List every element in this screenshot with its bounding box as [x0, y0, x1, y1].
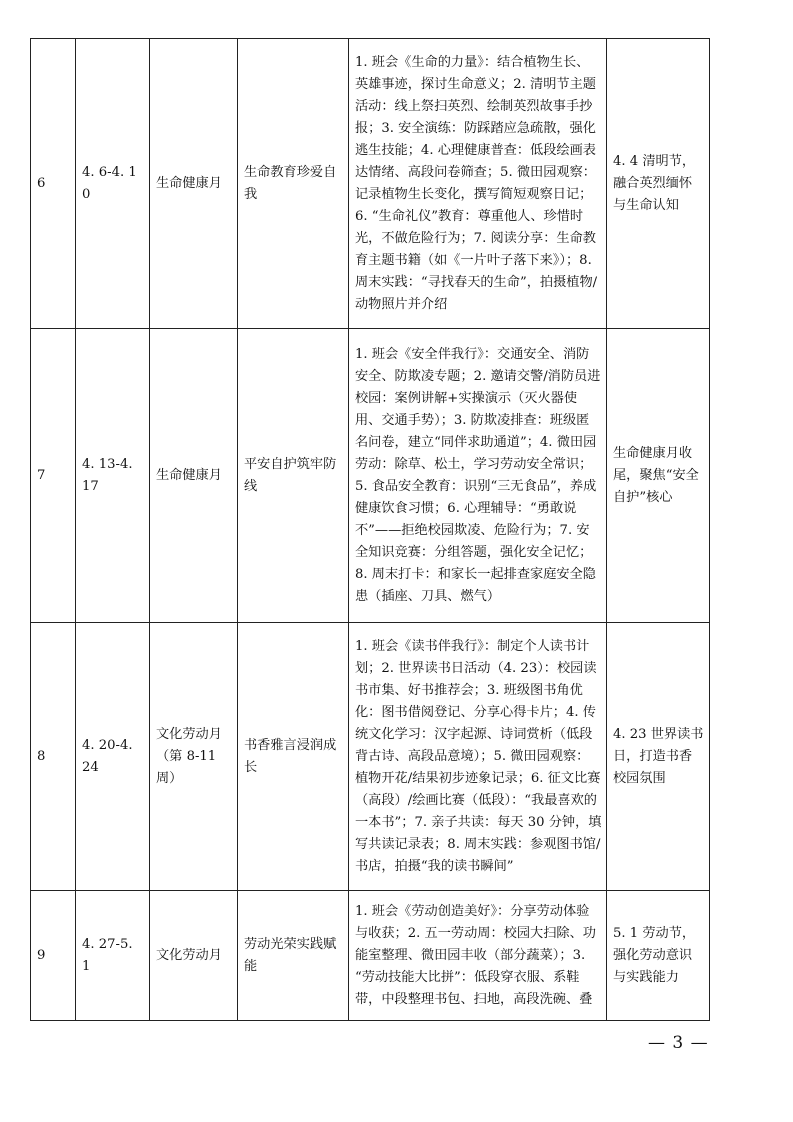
date-range-cell: 4. 6-4. 10	[76, 39, 150, 329]
weekly-theme-cell: 平安自护筑牢防线	[238, 329, 349, 623]
activity-content-cell: 1. 班会《劳动创造美好》：分享劳动体验与收获；2. 五一劳动周：校园大扫除、功能室整理、微田园丰收（部分蔬菜）；3. “劳动技能大比拼”：低段穿衣服、系鞋带，中段整理书包、扫地，高段洗碗、叠	[349, 891, 607, 1021]
date-range-cell: 4. 20-4. 24	[76, 623, 150, 891]
week-number-cell: 7	[31, 329, 76, 623]
activity-content-cell: 1. 班会《安全伴我行》：交通安全、消防安全、防欺凌专题；2. 邀请交警/消防员进校园：案例讲解+实操演示（灭火器使用、交通手势）；3. 防欺凌排查：班级匿名问卷，建立“同伴求助通道”；4. 微田园劳动：除草、松土，学习劳动安全常识；5. 食品安全教育：识别“三无食品”，养成健康饮食习惯；6. 心理辅导：“勇敢说不”——拒绝校园欺凌、危险行为；7. 安全知识竞赛：分组答题，强化安全记忆；8. 周末打卡：和家长一起排查家庭安全隐患（插座、刀具、燃气）	[349, 329, 607, 623]
weekly-theme-cell: 生命教育珍爱自我	[238, 39, 349, 329]
activity-content-cell: 1. 班会《读书伴我行》：制定个人读书计划；2. 世界读书日活动（4. 23）：校园读书市集、好书推荐会；3. 班级图书角优化：图书借阅登记、分享心得卡片；4. 传统文化学习：汉字起源、诗词赏析（低段背古诗、高段品意境）；5. 微田园观察：植物开花/结果初步迹象记录；6. 征文比赛（高段）/绘画比赛（低段）：“我最喜欢的一本书”；7. 亲子共读：每天 30 分钟，填写共读记录表；8. 周末实践：参观图书馆/书店，拍摄“我的读书瞬间”	[349, 623, 607, 891]
weekly-theme-cell: 劳动光荣实践赋能	[238, 891, 349, 1021]
theme-month-cell: 生命健康月	[150, 39, 238, 329]
page-number: — 3 —	[648, 1033, 709, 1053]
remark-cell: 生命健康月收尾，聚焦“安全自护”核心	[607, 329, 710, 623]
remark-cell: 4. 23 世界读书日，打造书香校园氛围	[607, 623, 710, 891]
remark-cell: 4. 4 清明节，融合英烈缅怀与生命认知	[607, 39, 710, 329]
activity-content-cell: 1. 班会《生命的力量》：结合植物生长、英雄事迹，探讨生命意义；2. 清明节主题活动：线上祭扫英烈、绘制英烈故事手抄报；3. 安全演练：防踩踏应急疏散，强化逃生技能；4. 心理健康普查：低段绘画表达情绪、高段问卷筛查；5. 微田园观察：记录植物生长变化，撰写简短观察日记；6. “生命礼仪”教育：尊重他人、珍惜时光，不做危险行为；7. 阅读分享：生命教育主题书籍（如《一片叶子落下来》）；8. 周末实践：“寻找春天的生命”，拍摄植物/动物照片并介绍	[349, 39, 607, 329]
date-range-cell: 4. 13-4. 17	[76, 329, 150, 623]
table-row	[31, 39, 710, 329]
table-row	[31, 623, 710, 891]
table-row	[31, 891, 710, 1021]
table-row	[31, 329, 710, 623]
theme-month-cell: 文化劳动月	[150, 891, 238, 1021]
theme-month-cell: 生命健康月	[150, 329, 238, 623]
week-number-cell: 8	[31, 623, 76, 891]
theme-month-cell: 文化劳动月（第 8-11 周）	[150, 623, 238, 891]
week-number-cell: 6	[31, 39, 76, 329]
week-number-cell: 9	[31, 891, 76, 1021]
schedule-table	[30, 38, 710, 1021]
remark-cell: 5. 1 劳动节，强化劳动意识与实践能力	[607, 891, 710, 1021]
date-range-cell: 4. 27-5. 1	[76, 891, 150, 1021]
weekly-theme-cell: 书香雅言浸润成长	[238, 623, 349, 891]
